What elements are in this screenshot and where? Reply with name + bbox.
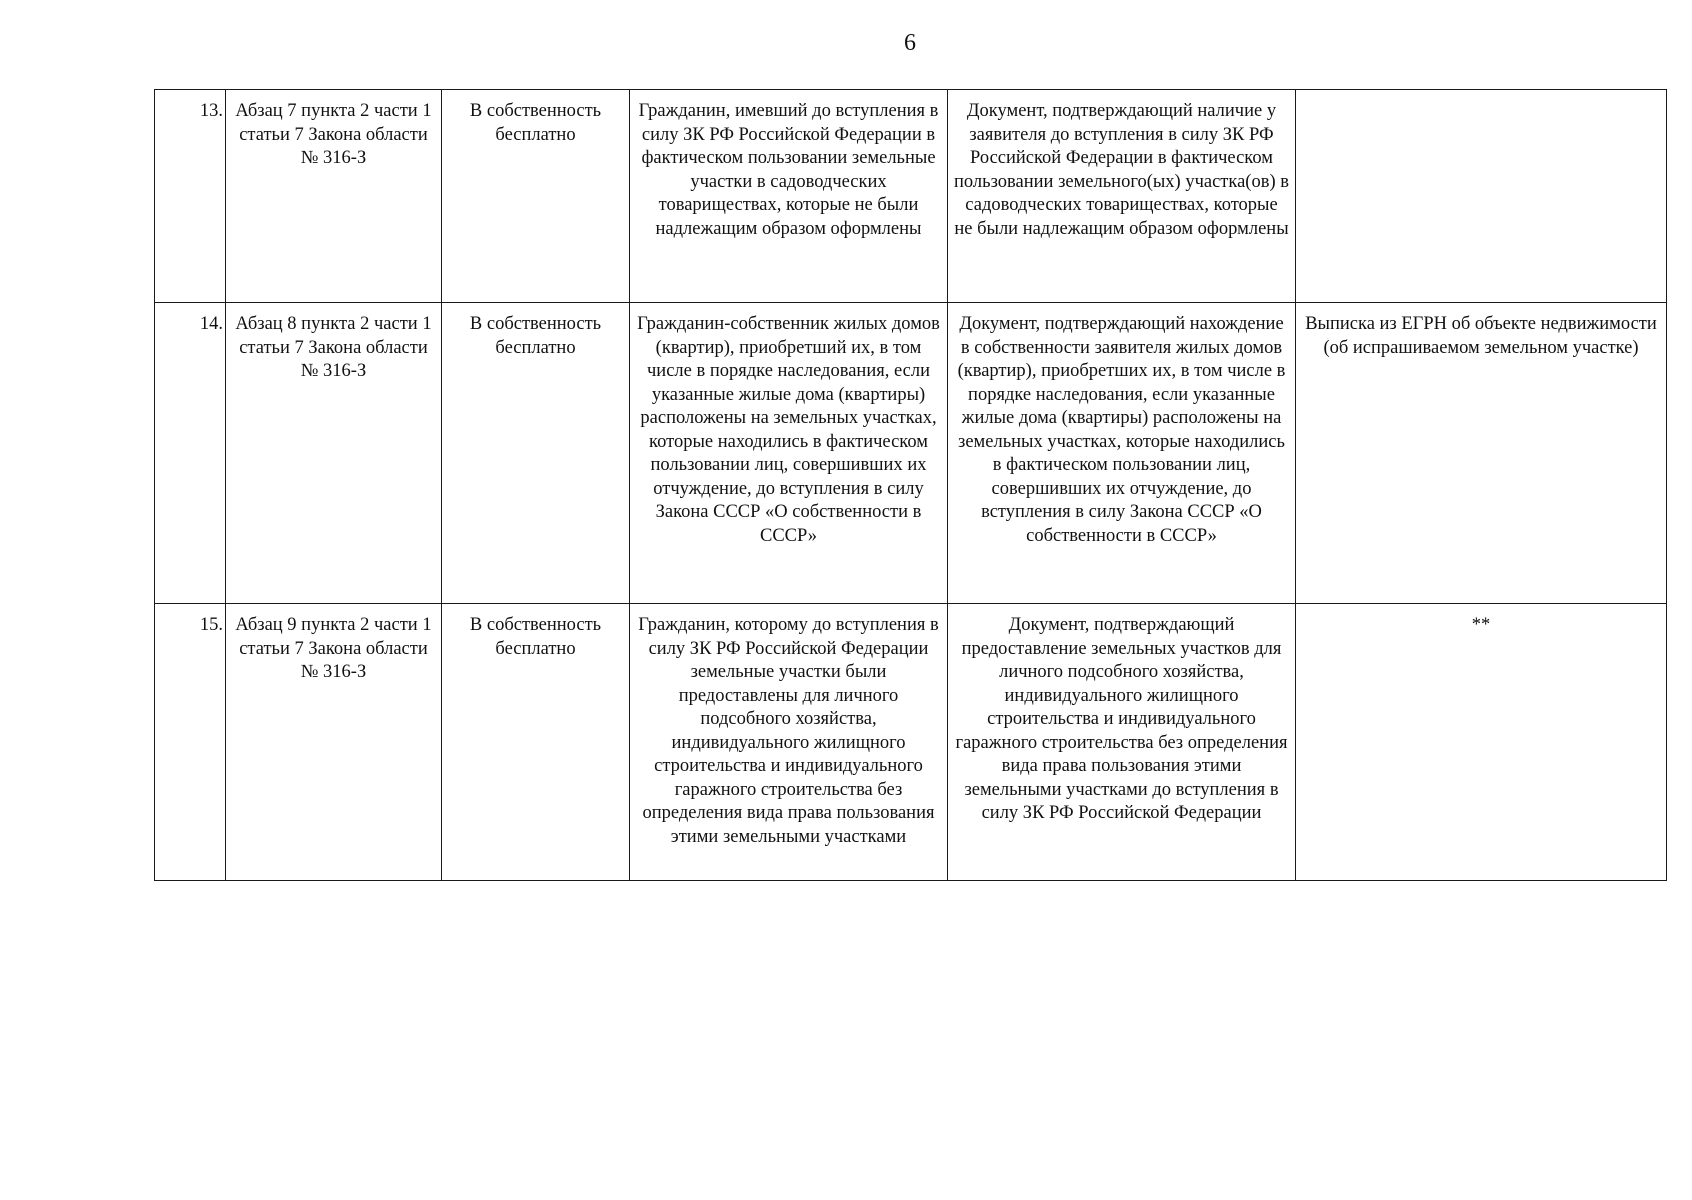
additional-document-text: ** [1471,615,1491,635]
additional-document-cell [1296,90,1667,303]
applicant-cell [630,303,948,604]
page-number: 6 [904,30,916,56]
required-document-text: Документ, подтверждающий наличие у заявителя до вступления в силу ЗК РФ Российской Федерации в фактическом пользовании земельного(ых) участка(ов) в садоводческих товариществах, которые не были надлежащим образом оформлены [954,101,1289,239]
right-type-cell [442,604,630,881]
legal-basis-text: Абзац 9 пункта 2 части 1 статьи 7 Закона области № 316-З [235,615,432,682]
required-document-text: Документ, подтверждающий нахождение в собственности заявителя жилых домов (квартир), приобретших их, в том числе в порядке наследования, если указанные жилые дома (квартиры) расположены на земельных участках, которые находились в фактическом пользовании лиц, совершивших их отчуждение, до вступления в силу Закона СССР «О собственности в СССР» [957,314,1286,546]
applicant-text: Гражданин, имевший до вступления в силу ЗК РФ Российской Федерации в фактическом пользовании земельные участки в садоводческих товариществах, которые не были надлежащим образом оформлены [638,101,939,239]
additional-document-cell [1296,604,1667,881]
land-documents-table [154,89,1667,881]
required-document-text: Документ, подтверждающий предоставление земельных участков для личного подсобного хозяйства, индивидуального жилищного строительства и индивидуального гаражного строительства без определения вида права пользования этими земельными участками до вступления в силу ЗК РФ Российской Федерации [955,615,1288,823]
table-row [155,90,1667,303]
legal-basis-cell [226,604,442,881]
applicant-cell [630,604,948,881]
required-document-cell [948,90,1296,303]
right-type-cell [442,90,630,303]
required-document-cell [948,604,1296,881]
table-row [155,604,1667,881]
legal-basis-cell [226,303,442,604]
right-type-cell [442,303,630,604]
right-type-text: В собственность бесплатно [469,101,602,145]
applicant-text: Гражданин-собственник жилых домов (квартир), приобретший их, в том числе в порядке наследования, если указанные жилые дома (квартиры) расположены на земельных участках, которые находились в фактическом пользовании лиц, совершивших их отчуждение, до вступления в силу Закона СССР «О собственности в СССР» [637,314,940,546]
legal-basis-cell [226,90,442,303]
row-number-cell: 15. [155,604,226,881]
legal-basis-text: Абзац 7 пункта 2 части 1 статьи 7 Закона области № 316-З [235,101,432,168]
right-type-text: В собственность бесплатно [469,314,602,358]
required-document-cell [948,303,1296,604]
applicant-cell [630,90,948,303]
applicant-text: Гражданин, которому до вступления в силу ЗК РФ Российской Федерации земельные участки были предоставлены для личного подсобного хозяйства, индивидуального жилищного строительства и индивидуального гаражного строительства без определения вида права пользования этими земельными участками [638,615,939,847]
row-number-cell: 14. [155,303,226,604]
row-number-cell: 13. [155,90,226,303]
right-type-text: В собственность бесплатно [469,615,602,659]
additional-document-cell [1296,303,1667,604]
legal-basis-text: Абзац 8 пункта 2 части 1 статьи 7 Закона области № 316-З [235,314,432,381]
additional-document-text: Выписка из ЕГРН об объекте недвижимости (об испрашиваемом земельном участке) [1305,314,1657,358]
table-row [155,303,1667,604]
